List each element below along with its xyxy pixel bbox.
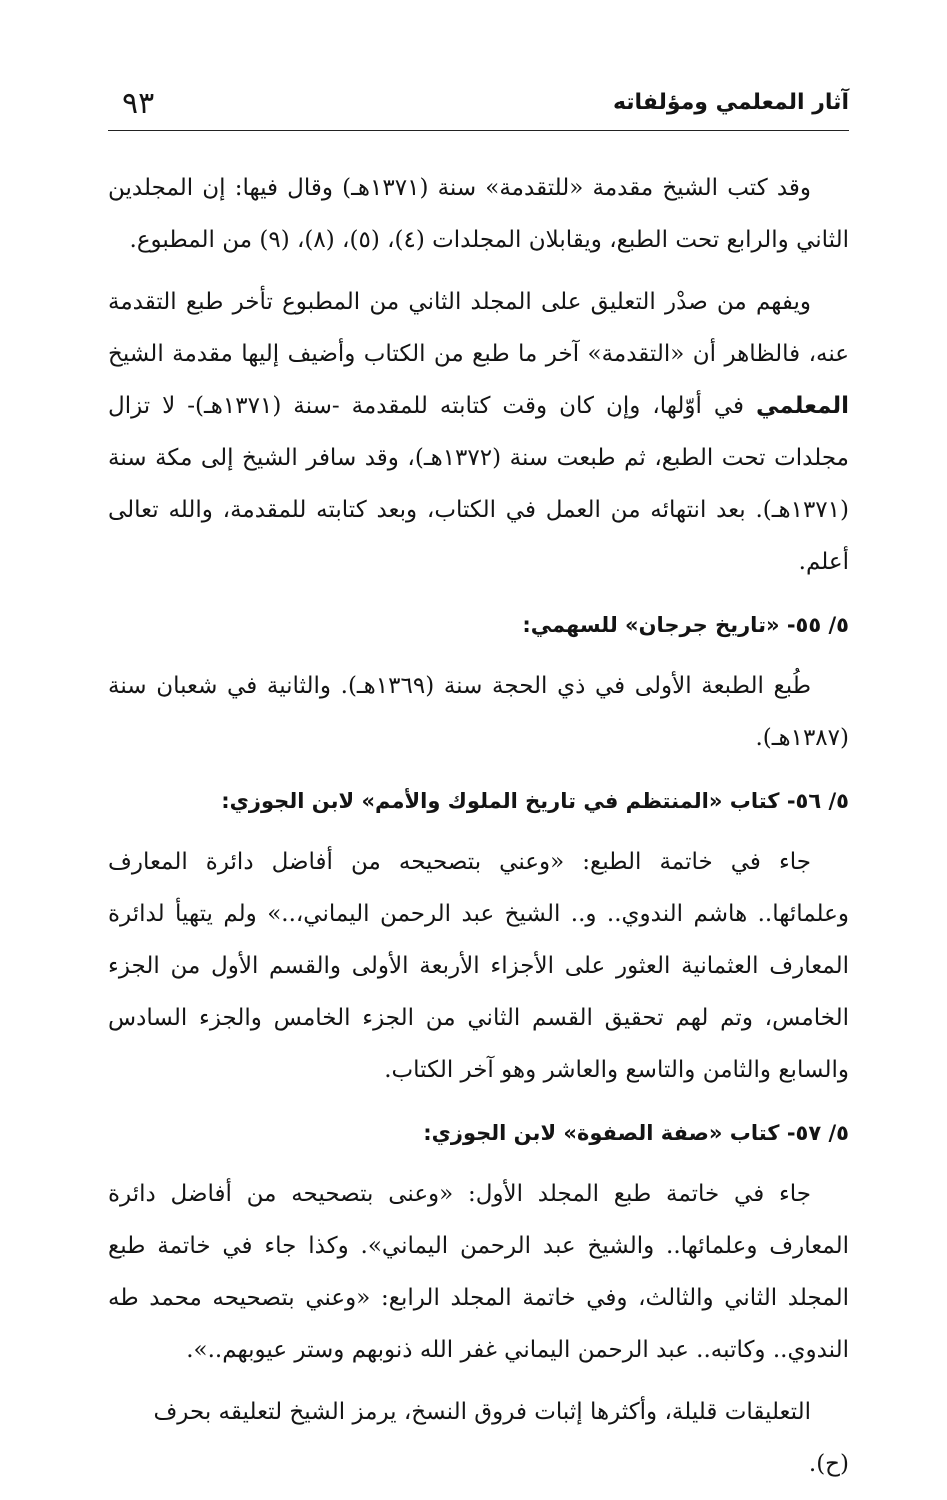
paragraph-sifat-al-safwa: جاء في خاتمة طبع المجلد الأول: «وعنى بتصحيحه من أفاضل دائرة المعارف وعلمائها.. والشيخ عبد الرحمن اليماني». وكذا جاء في خاتمة طبع المجلد الثاني والثالث، وفي خاتمة المجلد الرابع: «وعني بتصحيحه محمد طه الندوي.. وكاتبه.. عبد الرحمن اليماني غفر الله ذنوبهم وستر عيوبهم..». — [108, 1181, 849, 1363]
section-heading-57: ٥/ ٥٧- كتاب «صفة الصفوة» لابن الجوزي: — [423, 1121, 849, 1145]
author-name-emphasis: المعلمي — [756, 393, 850, 419]
paragraph-taqdima-dating — [108, 276, 849, 588]
paragraph-text: في أوّلها، وإن كان وقت كتابته للمقدمة -سنة (١٣٧١هـ)- لا تزال مجلدات تحت الطبع، ثم طبعت سنة (١٣٧٢هـ)، وقد سافر الشيخ إلى مكة سنة (١٣٧١هـ). بعد انتهائه من العمل في الكتاب، وبعد كتابته للمقدمة، والله تعالى أعلم. — [108, 393, 849, 575]
paragraph-annotations: التعليقات قليلة، وأكثرها إثبات فروق النسخ، يرمز الشيخ لتعليقه بحرف (ح). — [153, 1399, 849, 1477]
paragraph-taqdima-intro: وقد كتب الشيخ مقدمة «للتقدمة» سنة (١٣٧١هـ) وقال فيها: إن المجلدين الثاني والرابع تحت الطبع، ويقابلان المجلدات (٤)، (٥)، (٨)، (٩) من المطبوع. — [108, 175, 849, 253]
paragraph-muntazam: جاء في خاتمة الطبع: «وعني بتصحيحه من أفاضل دائرة المعارف وعلمائها.. هاشم الندوي.. و.. الشيخ عبد الرحمن اليماني،..» ولم يتهيأ لدائرة المعارف العثمانية العثور على الأجزاء الأربعة الأولى والقسم الأول من الجزء الخامس، وتم لهم تحقيق القسم الثاني من الجزء الخامس والجزء السادس والسابع والثامن والتاسع والعاشر وهو آخر الكتاب. — [108, 849, 849, 1083]
page-number: ٩٣ — [122, 86, 155, 121]
section-heading-55: ٥/ ٥٥- «تاريخ جرجان» للسهمي: — [522, 613, 849, 637]
running-title: آثار المعلمي ومؤلفاته — [612, 90, 849, 115]
section-heading-56: ٥/ ٥٦- كتاب «المنتظم في تاريخ الملوك والأمم» لابن الجوزي: — [221, 789, 849, 813]
paragraph-text: ويفهم من صدْر التعليق على المجلد الثاني من المطبوع تأخر طبع التقدمة عنه، فالظاهر أن «التقدمة» آخر ما طبع من الكتاب وأضيف إليها مقدمة الشيخ — [108, 289, 849, 367]
paragraph-tarikh-jurjan: طُبع الطبعة الأولى في ذي الحجة سنة (١٣٦٩هـ). والثانية في شعبان سنة (١٣٨٧هـ). — [108, 673, 849, 751]
page-header — [108, 80, 849, 131]
page-body — [108, 162, 849, 1500]
